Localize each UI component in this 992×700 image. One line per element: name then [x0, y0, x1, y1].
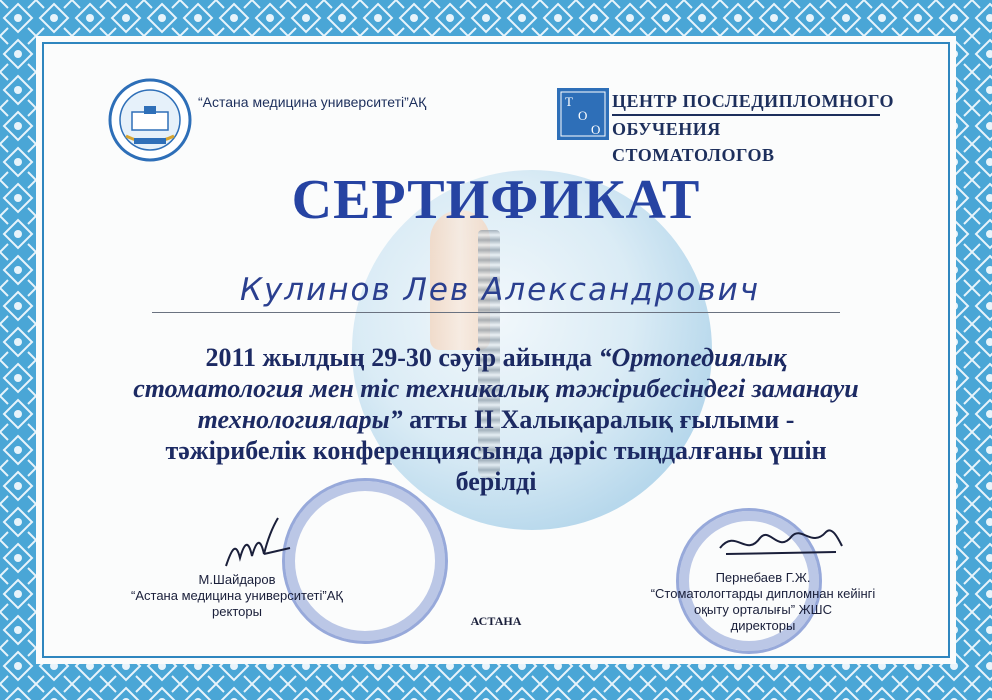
recipient-underline: [152, 312, 840, 313]
rector-org: “Астана медицина университеті”АҚ: [131, 588, 343, 603]
svg-text:О: О: [591, 122, 601, 137]
rector-name: М.Шайдаров: [198, 572, 276, 587]
center-logo: [557, 88, 609, 140]
city-name: АСТАНА: [470, 614, 522, 628]
center-name-line1: ЦЕНТР ПОСЛЕДИПЛОМНОГО: [612, 91, 894, 111]
rector-role: ректоры: [212, 604, 262, 619]
rector-signature-block: [92, 572, 382, 620]
director-role: директоры: [730, 618, 796, 633]
director-signature: [716, 518, 846, 568]
recipient-name: Кулинов Лев Александрович: [239, 272, 761, 308]
svg-text:Т: Т: [565, 94, 573, 109]
body-part-2: “Ортопедиялық стоматология мен тіс техникалық тәжірибесіндегі заманауи технологиялары”: [133, 343, 859, 434]
director-signature-block: [618, 570, 908, 634]
director-org-line1: “Стоматологтарды дипломнан кейінгі: [650, 586, 876, 601]
certificate-body: [130, 342, 862, 497]
body-part-1: 2011 жылдың 29-30 сәуір айында: [205, 343, 599, 372]
university-name: “Астана медицина университеті”АҚ: [198, 94, 427, 110]
certificate-title: СЕРТИФИКАТ: [291, 169, 701, 231]
director-org-line2: оқыту орталығы” ЖШС: [694, 602, 832, 617]
rector-signature: [220, 508, 310, 578]
center-name: [612, 88, 894, 168]
university-logo: [108, 78, 192, 162]
center-name-line2: ОБУЧЕНИЯ СТОМАТОЛОГОВ: [612, 114, 880, 168]
body-part-3: атты II Халықаралық ғылыми - тәжірибелік конференциясында дәріс тыңдалғаны үшін берілді: [165, 405, 827, 496]
svg-text:О: О: [578, 108, 588, 123]
director-name: Пернебаев Г.Ж.: [715, 570, 811, 585]
